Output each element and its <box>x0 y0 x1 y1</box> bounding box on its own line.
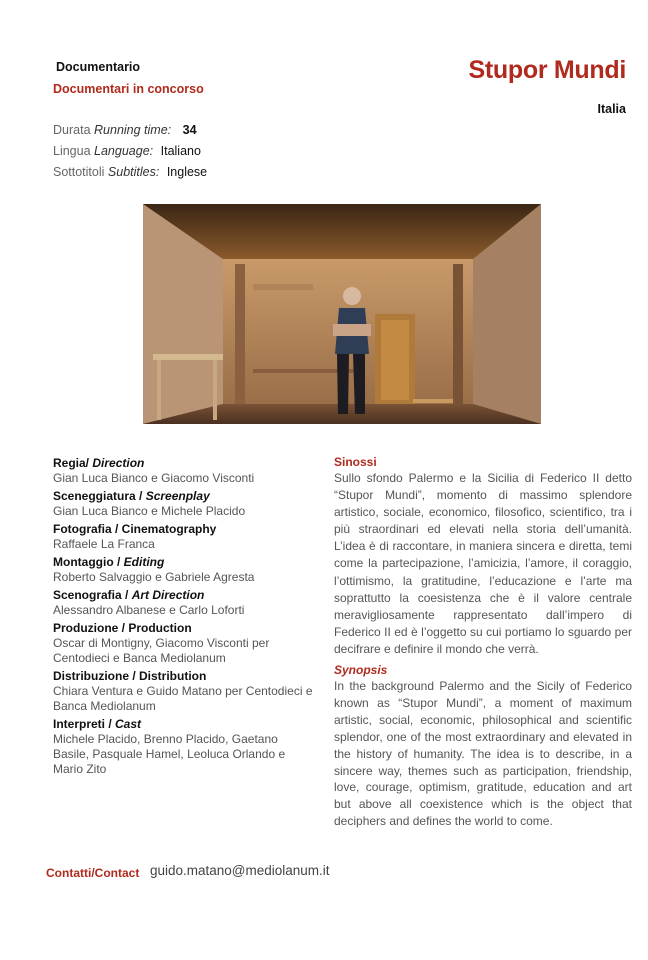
running-time-label-it: Durata <box>53 123 91 137</box>
credit-role: Distribuzione / Distribution <box>53 669 207 683</box>
credit-names: Raffaele La Franca <box>53 537 155 551</box>
credit-screenplay <box>53 489 315 519</box>
category-label: Documentario <box>56 60 141 74</box>
credit-names: Gian Luca Bianco e Giacomo Visconti <box>53 471 255 485</box>
language-value: Italiano <box>160 144 201 158</box>
credit-role: Fotografia / Cinematography <box>53 522 217 536</box>
credit-distribution <box>53 669 315 714</box>
language-row: Lingua Language: Italiano <box>53 144 201 158</box>
credit-cinematography <box>53 522 315 552</box>
synopsis-text-en: In the background Palermo and the Sicily of Federico known as “Stupor Mundi”, a moment of maximum artistic, social, economic, philosophical and scientific splendor, one of the most extraordinary and elevated in the history of humanity. The idea is to describe, in a sincere way, themes such as participation, friendship, love, courage, optimism, gratitude, education and art but above all coexistence which is the object that deciphers and defines the world to come. <box>334 679 632 829</box>
synopsis-heading-it: Sinossi <box>334 455 377 469</box>
synopsis-text-it: Sullo sfondo Palermo e la Sicilia di Federico II detto “Stupor Mundi”, momento di massimo splendore artistico, sociale, economico, filosofico, scientifico, tra i più straordinari ed elevati nella storia dell’umanità. L’idea è di raccontare, in maniera sincera e diretta, temi come la partecipazione, l’amicizia, l’amore, il coraggio, l’ottimismo, la gratitudine, l’educazione e l’arte ma soprattutto la coesistenza che è il valore centrale meravigliosamente rappresentato dall’impero di Federico II ed è l’oggetto su cui portiamo lo sguardo per decifrare e definire il mondo che verrà. <box>334 471 632 656</box>
specs-block <box>53 120 207 183</box>
credits-block <box>53 456 315 780</box>
credit-names: Chiara Ventura e Guido Matano per Centodieci e Banca Mediolanum <box>53 684 313 713</box>
credit-role: Regia/ Direction <box>53 456 145 470</box>
running-time-row: Durata Running time: 34 <box>53 123 197 137</box>
credit-role: Produzione / Production <box>53 621 192 635</box>
credit-role: Montaggio / Editing <box>53 555 165 569</box>
language-label-it: Lingua <box>53 144 91 158</box>
credit-names: Roberto Salvaggio e Gabriele Agresta <box>53 570 255 584</box>
running-time-label-en: Running time <box>94 123 168 137</box>
film-title: Stupor Mundi <box>468 56 626 84</box>
subtitles-label-it: Sottotitoli <box>53 165 105 179</box>
credit-names: Alessandro Albanese e Carlo Loforti <box>53 603 245 617</box>
subtitles-row: Sottotitoli Subtitles: Inglese <box>53 165 208 179</box>
credit-role: Sceneggiatura / Screenplay <box>53 489 210 503</box>
credit-role: Scenografia / Art Direction <box>53 588 205 602</box>
film-still-image <box>143 204 541 424</box>
synopsis-block <box>334 455 632 830</box>
country-label: Italia <box>597 102 626 116</box>
credit-names: Michele Placido, Brenno Placido, Gaetano Basile, Pasquale Hamel, Leoluca Orlando e Mario Zito <box>53 732 286 776</box>
credit-direction <box>53 456 315 486</box>
film-still-graphic <box>143 204 541 424</box>
credit-role: Interpreti / Cast <box>53 717 142 731</box>
contact-label: Contatti/Contact <box>46 866 140 880</box>
section-label: Documentari in concorso <box>53 82 204 96</box>
credit-names: Oscar di Montigny, Giacomo Visconti per Centodieci e Banca Mediolanum <box>53 636 270 665</box>
subtitles-label-en: Subtitles <box>107 165 156 179</box>
language-label-en: Language <box>94 144 150 158</box>
credit-art-direction <box>53 588 315 618</box>
running-time-value: 34 <box>182 123 197 137</box>
subtitles-value: Inglese <box>166 165 208 179</box>
credit-cast <box>53 717 315 777</box>
credit-names: Gian Luca Bianco e Michele Placido <box>53 504 246 518</box>
contact-email-link[interactable]: guido.matano@mediolanum.it <box>150 863 330 878</box>
credit-editing <box>53 555 315 585</box>
credit-production <box>53 621 315 666</box>
synopsis-heading-en: Synopsis <box>334 663 388 678</box>
